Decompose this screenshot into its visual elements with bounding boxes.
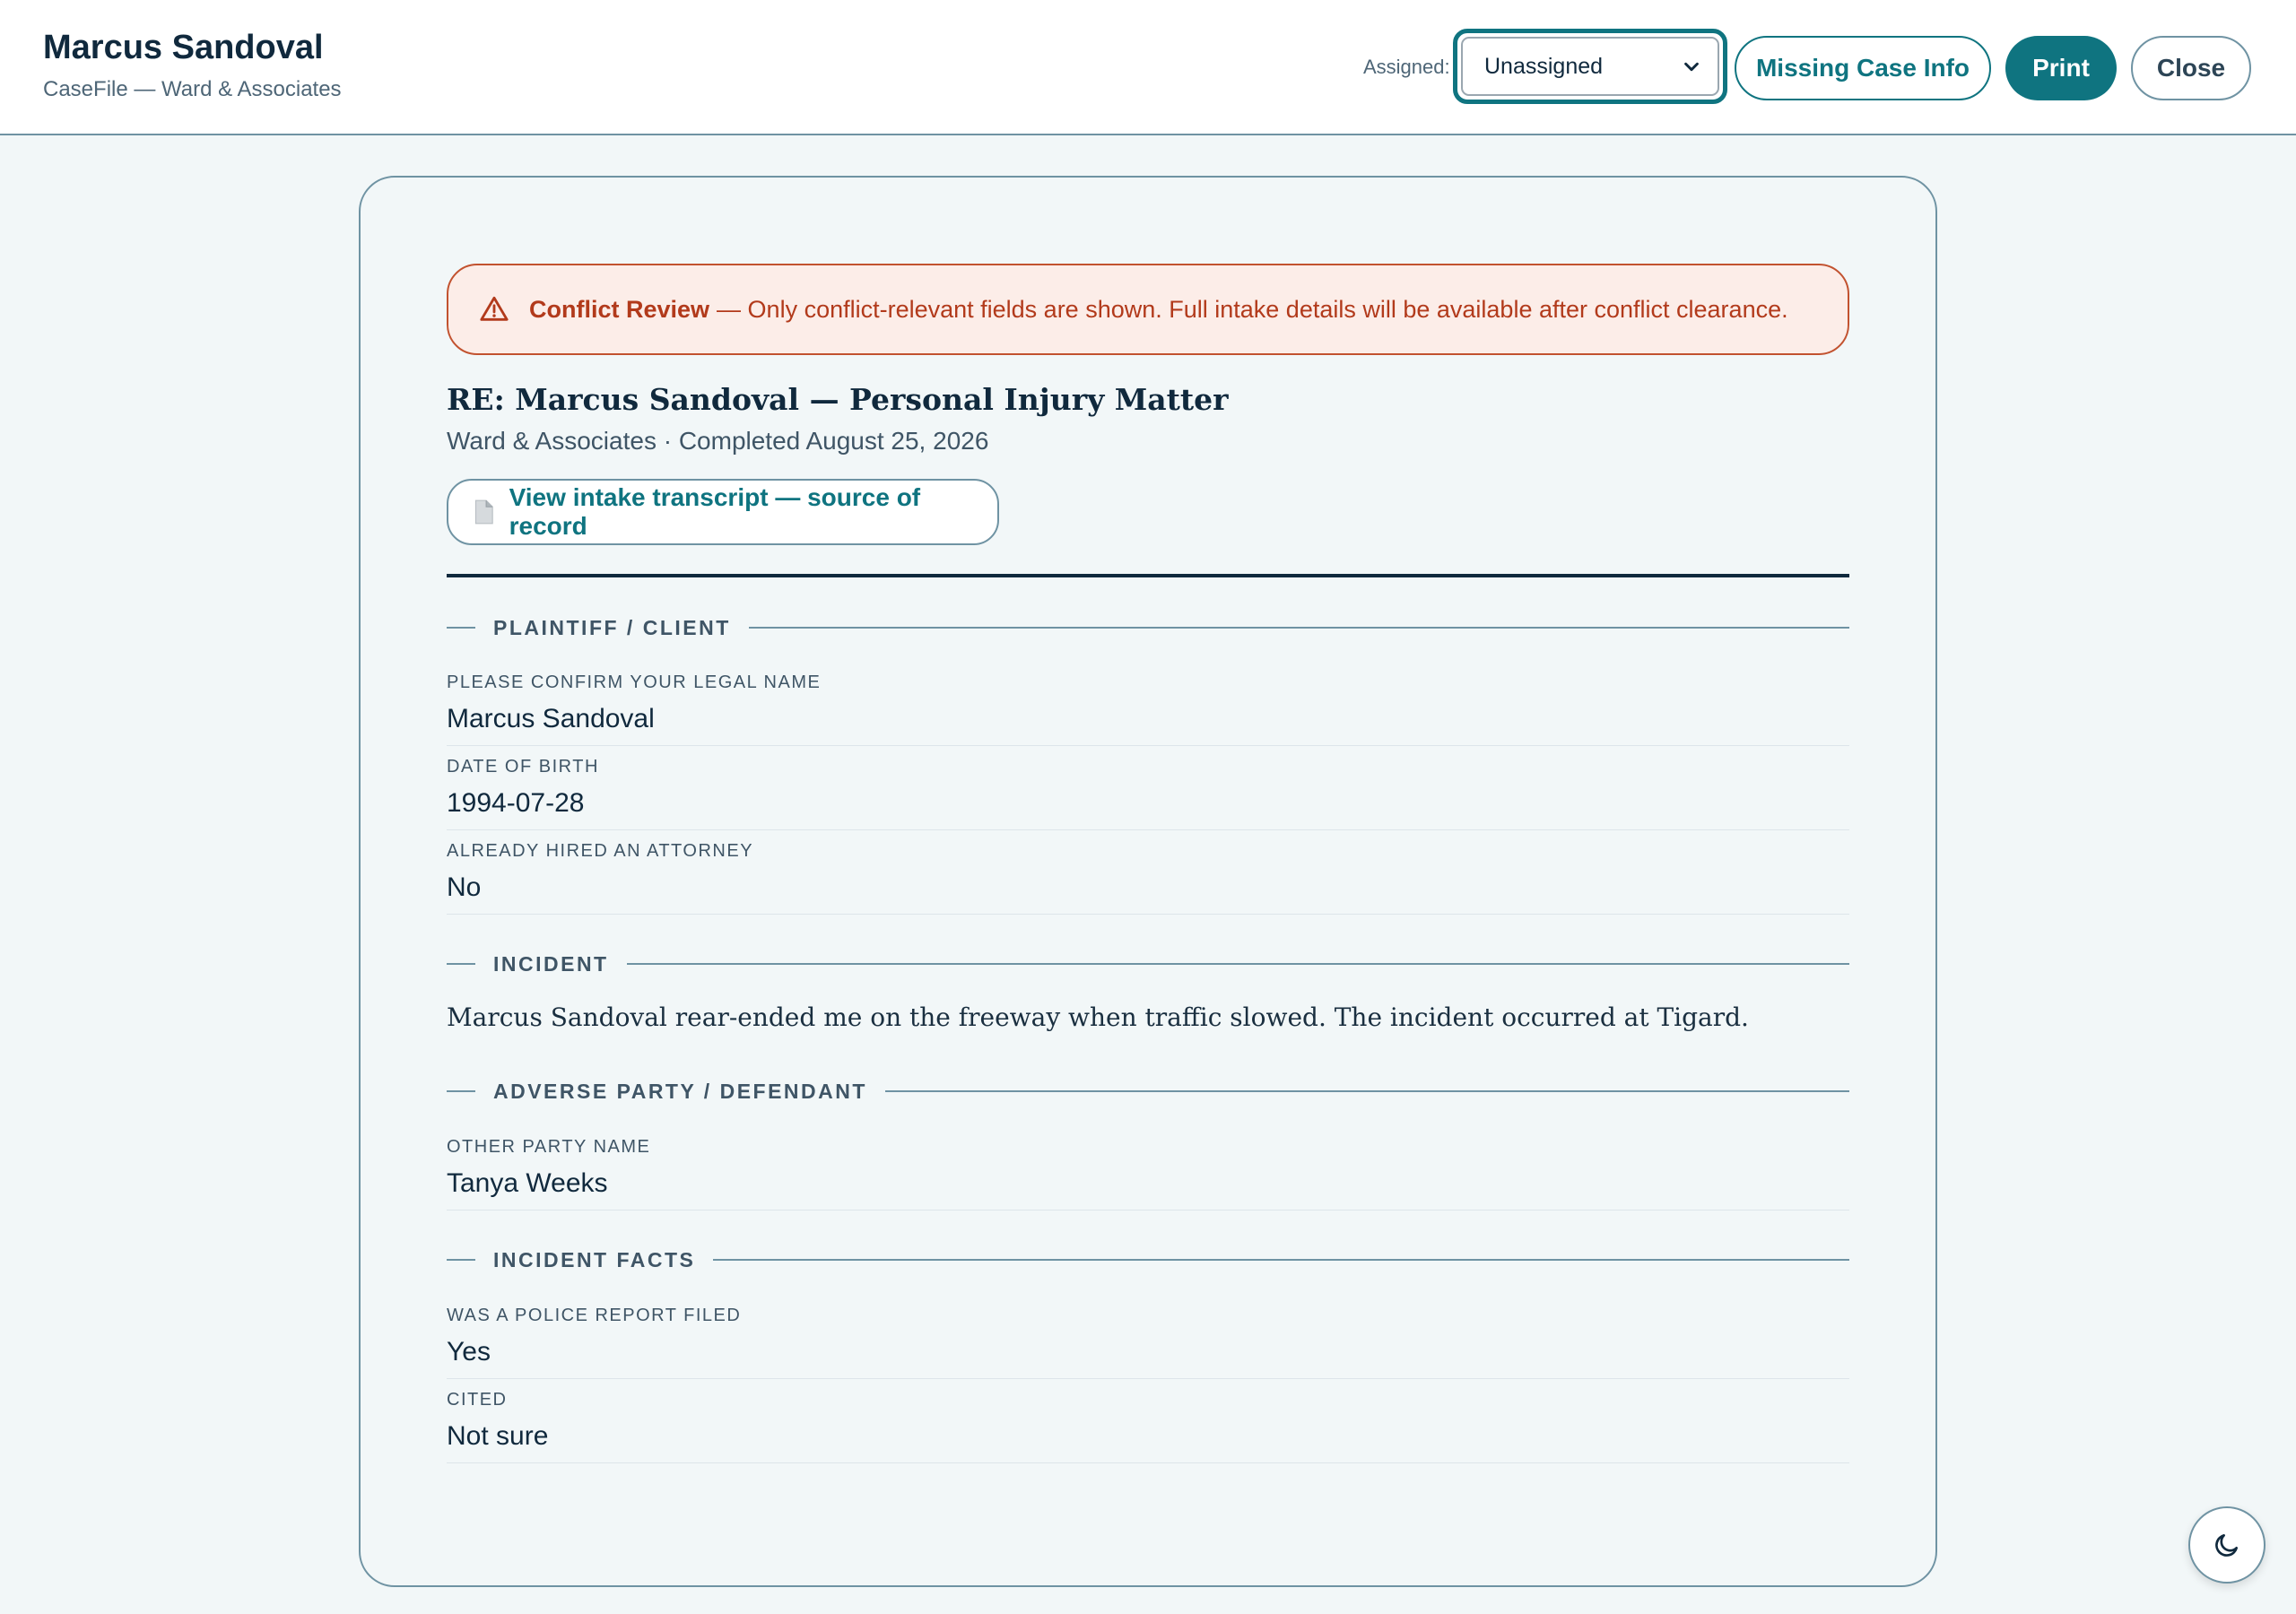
field-label: OTHER PARTY NAME xyxy=(447,1137,651,1157)
view-transcript-label: View intake transcript — source of record xyxy=(509,483,921,540)
banner-message: — Only conflict-relevant fields are shown. Full intake details will be available after conflict clearance. xyxy=(717,295,1788,323)
section-line xyxy=(749,627,1849,629)
close-button[interactable]: Close xyxy=(2131,36,2251,100)
assigned-select-box[interactable] xyxy=(1461,37,1719,96)
field-label: CITED xyxy=(447,1390,508,1410)
missing-case-info-button[interactable]: Missing Case Info xyxy=(1735,36,1991,100)
banner-title: Conflict Review xyxy=(529,295,710,323)
field-value: Tanya Weeks xyxy=(447,1168,608,1198)
document-title: RE: Marcus Sandoval — Personal Injury Matter xyxy=(447,382,1229,417)
field-label: ALREADY HIRED AN ATTORNEY xyxy=(447,841,754,861)
section-incident xyxy=(447,950,1849,977)
section-dash xyxy=(447,963,475,965)
field-label: PLEASE CONFIRM YOUR LEGAL NAME xyxy=(447,672,822,692)
section-heading: INCIDENT xyxy=(493,951,609,976)
view-transcript-button[interactable] xyxy=(447,479,999,545)
field-value: 1994-07-28 xyxy=(447,788,585,818)
section-heading: ADVERSE PARTY / DEFENDANT xyxy=(493,1079,867,1103)
section-dash xyxy=(447,1090,475,1092)
moon-icon xyxy=(2213,1531,2241,1559)
chevron-down-icon xyxy=(1682,56,1701,76)
section-plaintiff xyxy=(447,614,1849,641)
section-adverse-party xyxy=(447,1078,1849,1105)
field-value: Marcus Sandoval xyxy=(447,704,655,733)
section-dash xyxy=(447,1259,475,1261)
document-subtitle: Ward & Associates · Completed August 25, 2026 xyxy=(447,427,989,455)
warning-icon xyxy=(479,294,509,325)
assigned-label: Assigned: xyxy=(1363,56,1450,78)
field-police-report xyxy=(447,1306,1849,1379)
section-heading: INCIDENT FACTS xyxy=(493,1247,696,1271)
field-cited xyxy=(447,1390,1849,1463)
document-divider xyxy=(447,574,1849,577)
section-incident-facts xyxy=(447,1246,1849,1273)
section-line xyxy=(713,1259,1849,1261)
field-value: Not sure xyxy=(447,1421,549,1451)
section-line xyxy=(627,963,1849,965)
page-subtitle: CaseFile — Ward & Associates xyxy=(43,77,342,101)
page-title: Marcus Sandoval xyxy=(43,29,324,66)
field-value: No xyxy=(447,872,482,902)
incident-narrative: Marcus Sandoval rear-ended me on the freeway when traffic slowed. The incident occurred at Tigard. xyxy=(447,1002,1749,1032)
theme-toggle-button[interactable] xyxy=(2188,1506,2266,1584)
field-other-party-name xyxy=(447,1137,1849,1210)
section-line xyxy=(885,1090,1849,1092)
section-dash xyxy=(447,627,475,629)
conflict-review-banner xyxy=(447,264,1849,355)
field-attorney xyxy=(447,841,1849,915)
document-icon xyxy=(474,499,495,525)
field-legal-name xyxy=(447,672,1849,746)
assigned-select-value: Unassigned xyxy=(1484,53,1604,79)
field-value: Yes xyxy=(447,1337,491,1367)
field-label: WAS A POLICE REPORT FILED xyxy=(447,1306,742,1325)
assigned-select[interactable] xyxy=(1453,29,1727,104)
field-date-of-birth xyxy=(447,757,1849,830)
field-label: DATE OF BIRTH xyxy=(447,757,599,777)
print-button[interactable]: Print xyxy=(2005,36,2117,100)
section-heading: PLAINTIFF / CLIENT xyxy=(493,615,731,639)
top-bar xyxy=(0,0,2296,135)
